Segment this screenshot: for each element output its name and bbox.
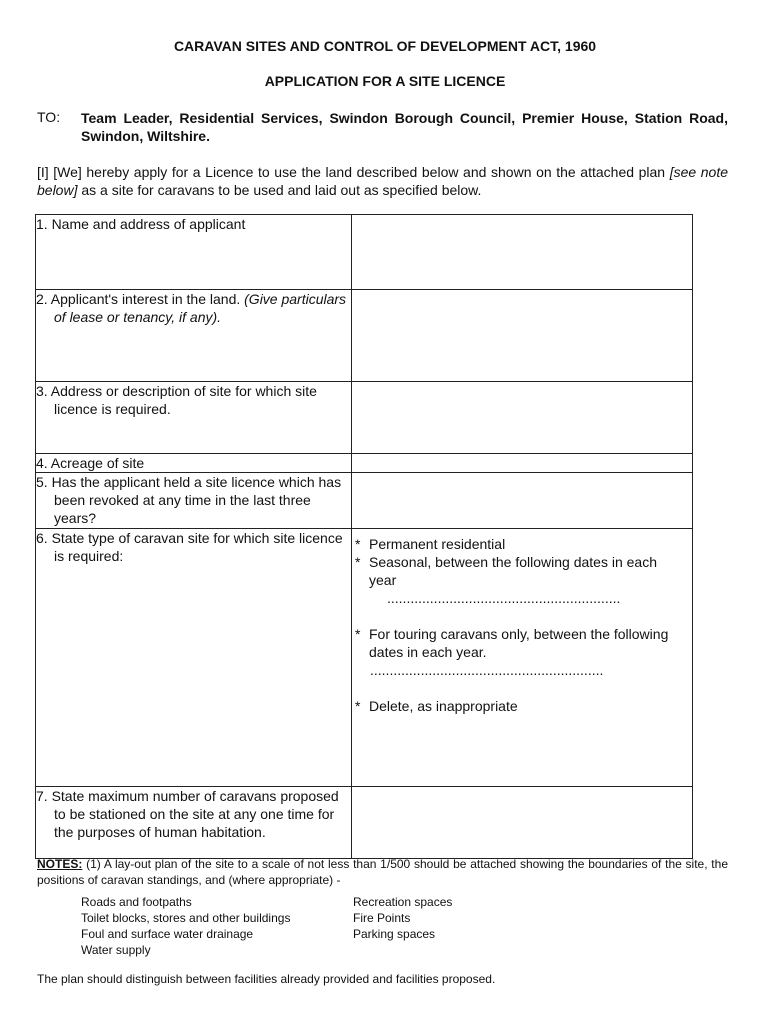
delete-instruction: * Delete, as inappropriate (355, 698, 518, 714)
question-4: 4. Acreage of site (36, 454, 352, 473)
facilities-list-right (353, 894, 452, 942)
touring-dates-blank[interactable]: ............................................................ (370, 662, 604, 678)
notes-label: NOTES: (37, 857, 83, 871)
option-seasonal[interactable]: * Seasonal, between the following dates in each year (355, 554, 657, 588)
question-7: 7. State maximum number of caravans proposed to be stationed on the site at any one time for the purposes of human habitation. (36, 787, 352, 859)
facilities-list-left (81, 894, 290, 958)
asterisk-marker: * (355, 698, 361, 714)
answer-field-acreage[interactable] (352, 454, 693, 473)
row-applicant (36, 215, 693, 290)
notes-text: (1) A lay-out plan of the site to a scale of not less than 1/500 should be attached showing the boundaries of the site, the positions of caravan standings, and (where appropriate) - (37, 857, 728, 887)
answer-field-max-caravans[interactable] (352, 787, 693, 859)
intro-part2: as a site for caravans to be used and laid out as specified below. (77, 182, 482, 198)
answer-field-revoked[interactable] (352, 473, 693, 529)
facility-item: Foul and surface water drainage (81, 927, 254, 941)
asterisk-marker: * (355, 536, 361, 552)
row-interest (36, 290, 693, 382)
question-2: 2. Applicant's interest in the land. (Give particulars of lease or tenancy, if any). (36, 290, 352, 382)
facility-item: Recreation spaces (353, 895, 453, 909)
notes-paragraph (37, 856, 728, 888)
addressee-text: Team Leader, Residential Services, Swindon Borough Council, Premier House, Station Road, Swindon, Wiltshire. (81, 110, 728, 144)
asterisk-marker: * (355, 554, 361, 570)
question-1: 1. Name and address of applicant (36, 215, 352, 290)
facility-item: Toilet blocks, stores and other buildings (81, 911, 291, 925)
question-5: 5. Has the applicant held a site licence which has been revoked at any time in the last three years? (36, 473, 352, 529)
intro-note-ref: [see note below] (37, 164, 728, 198)
asterisk-marker: * (355, 626, 361, 642)
answer-field-interest[interactable] (352, 290, 693, 382)
row-max-caravans (36, 787, 693, 859)
intro-part1: [I] [We] hereby apply for a Licence to use the land described below and shown on the attached plan (37, 164, 670, 180)
facility-item: Fire Points (353, 911, 411, 925)
seasonal-dates-blank[interactable]: ............................................................ (387, 590, 621, 606)
row-acreage (36, 454, 693, 473)
intro-paragraph (37, 163, 728, 199)
question-3: 3. Address or description of site for which site licence is required. (36, 382, 352, 454)
facility-item: Parking spaces (353, 927, 436, 941)
facility-item: Water supply (81, 943, 151, 957)
row-site-type (36, 529, 693, 787)
question-6: 6. State type of caravan site for which site licence is required: (36, 529, 352, 787)
document-title: CARAVAN SITES AND CONTROL OF DEVELOPMENT ACT, 1960 (173, 38, 597, 54)
option-touring[interactable]: * For touring caravans only, between the following dates in each year. (355, 626, 669, 660)
application-table (35, 214, 693, 859)
option-permanent[interactable]: * Permanent residential (355, 536, 506, 552)
addressee-label: TO: (37, 109, 61, 125)
row-site-address (36, 382, 693, 454)
answer-field-site-address[interactable] (352, 382, 693, 454)
answer-field-site-type[interactable] (352, 529, 693, 787)
facility-item: Roads and footpaths (81, 895, 192, 909)
plan-footnote: The plan should distinguish between facilities already provided and facilities proposed. (37, 972, 496, 986)
answer-field-applicant[interactable] (352, 215, 693, 290)
row-revoked (36, 473, 693, 529)
document-subtitle: APPLICATION FOR A SITE LICENCE (264, 73, 506, 89)
